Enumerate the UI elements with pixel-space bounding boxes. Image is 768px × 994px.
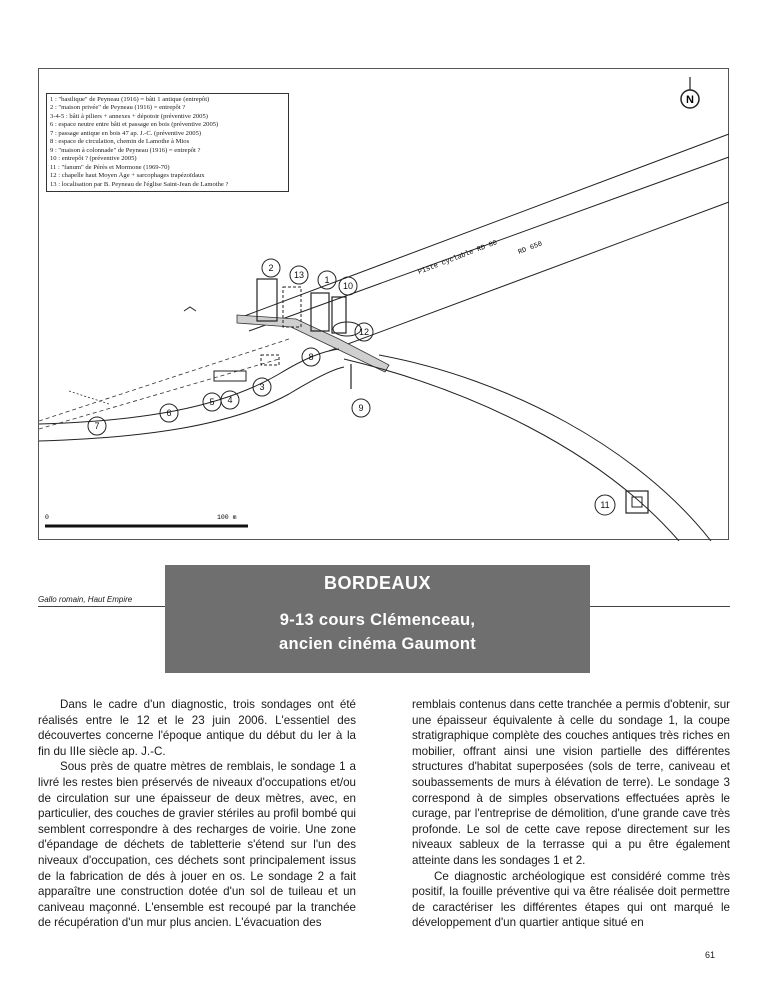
map-legend <box>46 93 289 192</box>
marker-10: 10 <box>342 281 354 291</box>
address-line-2: ancien cinéma Gaumont <box>278 635 477 653</box>
site-address <box>165 608 590 656</box>
building-3-outline <box>214 371 246 381</box>
title-box <box>165 565 590 673</box>
dashed-line-c <box>69 391 109 404</box>
chapel-12 <box>333 322 361 336</box>
north-label: N <box>686 94 694 106</box>
legend-item: 9 : "maison à colonnade" de Peyneau (1916) = entrepôt ? <box>50 146 201 154</box>
road-curve-east-a <box>344 359 679 541</box>
column-right <box>412 697 730 931</box>
building-2 <box>257 279 277 321</box>
paragraph-2: Sous près de quatre mètres de remblais, le sondage 1 a livré les restes bien préservés de niveaux d'occupations et/ou de circulation sur une épaisseur de deux mètres, avec, en particulier, des couches de gravier stériles au profil bombé qui semblent correspondre à des recharges de voirie. Une zone d'épandage de déchets de tabletterie s'étend sur l'un des niveaux d'occupation, ces déchets sont principalement issus de la fabrication de dés à jouer en os. Le sondage 2 a fait apparaître une construction dotée d'un sol de tuileau et un caniveau maçonné. L'ensemble est recoupé par la tranchée de récupération d'un mur plus ancien. L'évacuation des <box>38 760 356 930</box>
divider-right <box>590 606 730 607</box>
marker-3: 3 <box>259 382 265 392</box>
marker-2: 2 <box>268 263 274 273</box>
marker-5: 5 <box>209 397 215 407</box>
divider-left <box>38 606 165 607</box>
paragraph-1: Dans le cadre d'un diagnostic, trois sondages ont été réalisés entre le 12 et le 23 juin 2006. L'essentiel des découvertes concerne l'époque antique du début du Ier à la fin du IIIe siècle ap. J.-C. <box>38 698 356 758</box>
marker-8: 8 <box>308 352 314 362</box>
city-title: BORDEAUX <box>323 573 431 593</box>
fanum-outer <box>626 491 648 513</box>
period-category: Gallo romain, Haut Empire <box>38 595 133 604</box>
legend-item: 11 : "fanum" de Pérès et Mormone (1969-70) <box>50 163 170 171</box>
legend-item: 10 : entrepôt ? (préventive 2005) <box>50 155 137 163</box>
building-10 <box>332 297 346 333</box>
legend-item: 1 : "basilique" de Peyneau (1916) = bâti 1 antique (entrepôt) <box>50 96 210 103</box>
road-rd-line <box>329 202 729 351</box>
road-curve-north <box>39 349 339 424</box>
building-1 <box>311 293 329 331</box>
paragraph-3: remblais contenus dans cette tranchée a permis d'obtenir, sur une épaisseur équivalente à celle du sondage 1, la coupe stratigraphique complète des couches antiques très riches en mobilier, offrant ainsi une vision partielle des différentes structures d'habitat superposées (sols de terre, caniveau et soubassements de murs à élévation de terre). Le sondage 3 correspond à de simples observations effectuées après le curage, par l'entreprise de démolition, d'une grande cave très profonde. Le sol de cette cave repose directement sur les niveaux sableux de la terrasse qui a pu être également atteinte dans les sondages 1 et 2. <box>412 698 730 867</box>
road-curve-south <box>39 367 344 441</box>
road-curve-east-b <box>379 355 711 541</box>
marker-4: 4 <box>227 395 233 405</box>
scale-end: 100 m <box>217 514 237 521</box>
dashed-line-a <box>39 339 289 421</box>
address-line-1: 9-13 cours Clémenceau, <box>279 611 476 629</box>
road-piste-line-a <box>239 134 729 318</box>
legend-item: 13 : localisation par B. Peyneau de l'église Saint-Jean de Lamothe ? <box>50 180 229 188</box>
marker-9: 9 <box>358 403 364 413</box>
marker-1: 1 <box>324 275 330 285</box>
column-left <box>38 697 356 931</box>
marker-12: 12 <box>358 327 370 337</box>
marker-11: 11 <box>600 500 610 510</box>
scale-start: 0 <box>45 514 49 521</box>
legend-item: 7 : passage antique en bois 47 ap. J.-C. (préventive 2005) <box>50 129 202 137</box>
road-piste-label: Piste cyclable RD 80 <box>417 239 499 277</box>
legend-item: 3-4-5 : bâti à piliers + annexes + dépotoir (préventive 2005) <box>50 112 208 120</box>
legend-item: 2 : "maison privée" de Peyneau (1916) = entrepôt ? <box>50 104 186 112</box>
page-number: 61 <box>705 950 716 960</box>
legend-item: 12 : chapelle haut Moyen Âge + sarcophages trapézoïdaux <box>50 172 205 180</box>
marker-13: 13 <box>293 270 305 280</box>
marker-7: 7 <box>94 421 100 431</box>
paragraph-4: Ce diagnostic archéologique est considéré comme très positif, la fouille préventive qui va être réalisée doit permettre de caractériser les différentes étapes qui ont marqué le développement d'un quartier antique situé en <box>412 869 730 930</box>
dashed-line-b <box>39 359 279 429</box>
legend-item: 6 : espace neutre entre bâti et passage en bois (préventive 2005) <box>50 121 219 129</box>
road-rd-label: RD 650 <box>517 240 544 257</box>
road-end-mark <box>184 307 196 311</box>
marker-6: 6 <box>166 408 172 418</box>
legend-item: 8 : espace de circulation, chemin de Lamothe à Mios <box>50 138 190 146</box>
